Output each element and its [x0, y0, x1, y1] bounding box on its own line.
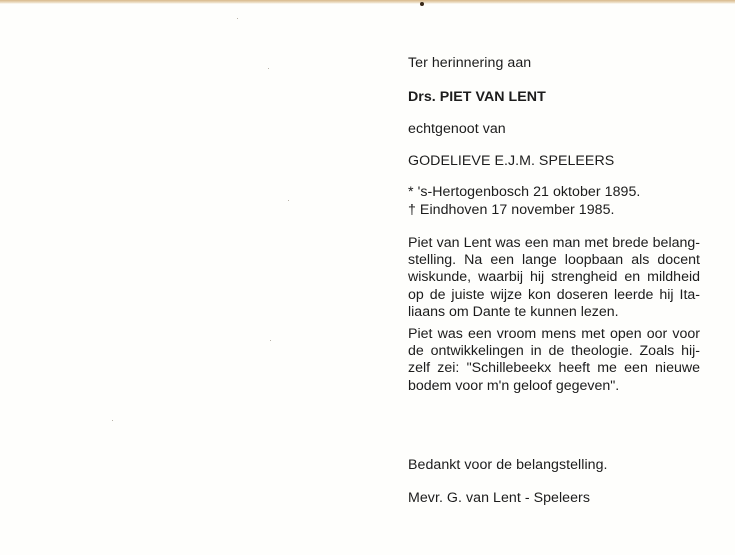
biography-line: wiskunde, waarbij hij strengheid en mildheid	[408, 269, 700, 286]
signature-line: Mevr. G. van Lent - Speleers	[408, 490, 590, 506]
card-top-edge	[0, 0, 735, 4]
intro-line: Ter herinnering aan	[408, 55, 532, 71]
death-line: † Eindhoven 17 november 1985.	[408, 202, 615, 218]
biography-line: Piet van Lent was een man met brede belang-	[408, 235, 700, 251]
faith-line: zelf zei: "Schillebeekx heeft me een nieuwe	[408, 360, 700, 377]
biography-line: op de juiste wijze kon doseren leerde hij Ita-	[408, 286, 700, 303]
spouse-name: GODELIEVE E.J.M. SPELEERS	[408, 153, 615, 169]
biography-line: liaans om Dante te kunnen lezen.	[408, 303, 619, 320]
ink-dot	[420, 2, 424, 6]
deceased-name: Drs. PIET VAN LENT	[408, 89, 546, 105]
faith-line: Piet was een vroom mens met open oor voor	[408, 326, 700, 342]
faith-line: bodem voor m'n geloof gegeven".	[408, 377, 620, 394]
birth-line: * 's-Hertogenbosch 21 oktober 1895.	[408, 184, 641, 200]
biography-line: stelling. Na een lange loopbaan als docent	[408, 252, 700, 269]
faith-line: de ontwikkelingen in de theologie. Zoals hij-	[408, 343, 700, 360]
paper-speck	[288, 200, 289, 201]
thanks-line: Bedankt voor de belangstelling.	[408, 457, 608, 473]
paper-speck	[112, 420, 113, 421]
paper-speck	[237, 18, 238, 19]
relation-line: echtgenoot van	[408, 121, 506, 137]
paper-speck	[270, 340, 271, 341]
paper-speck	[268, 68, 269, 69]
faith-paragraph	[408, 326, 700, 395]
biography-paragraph	[408, 235, 700, 321]
